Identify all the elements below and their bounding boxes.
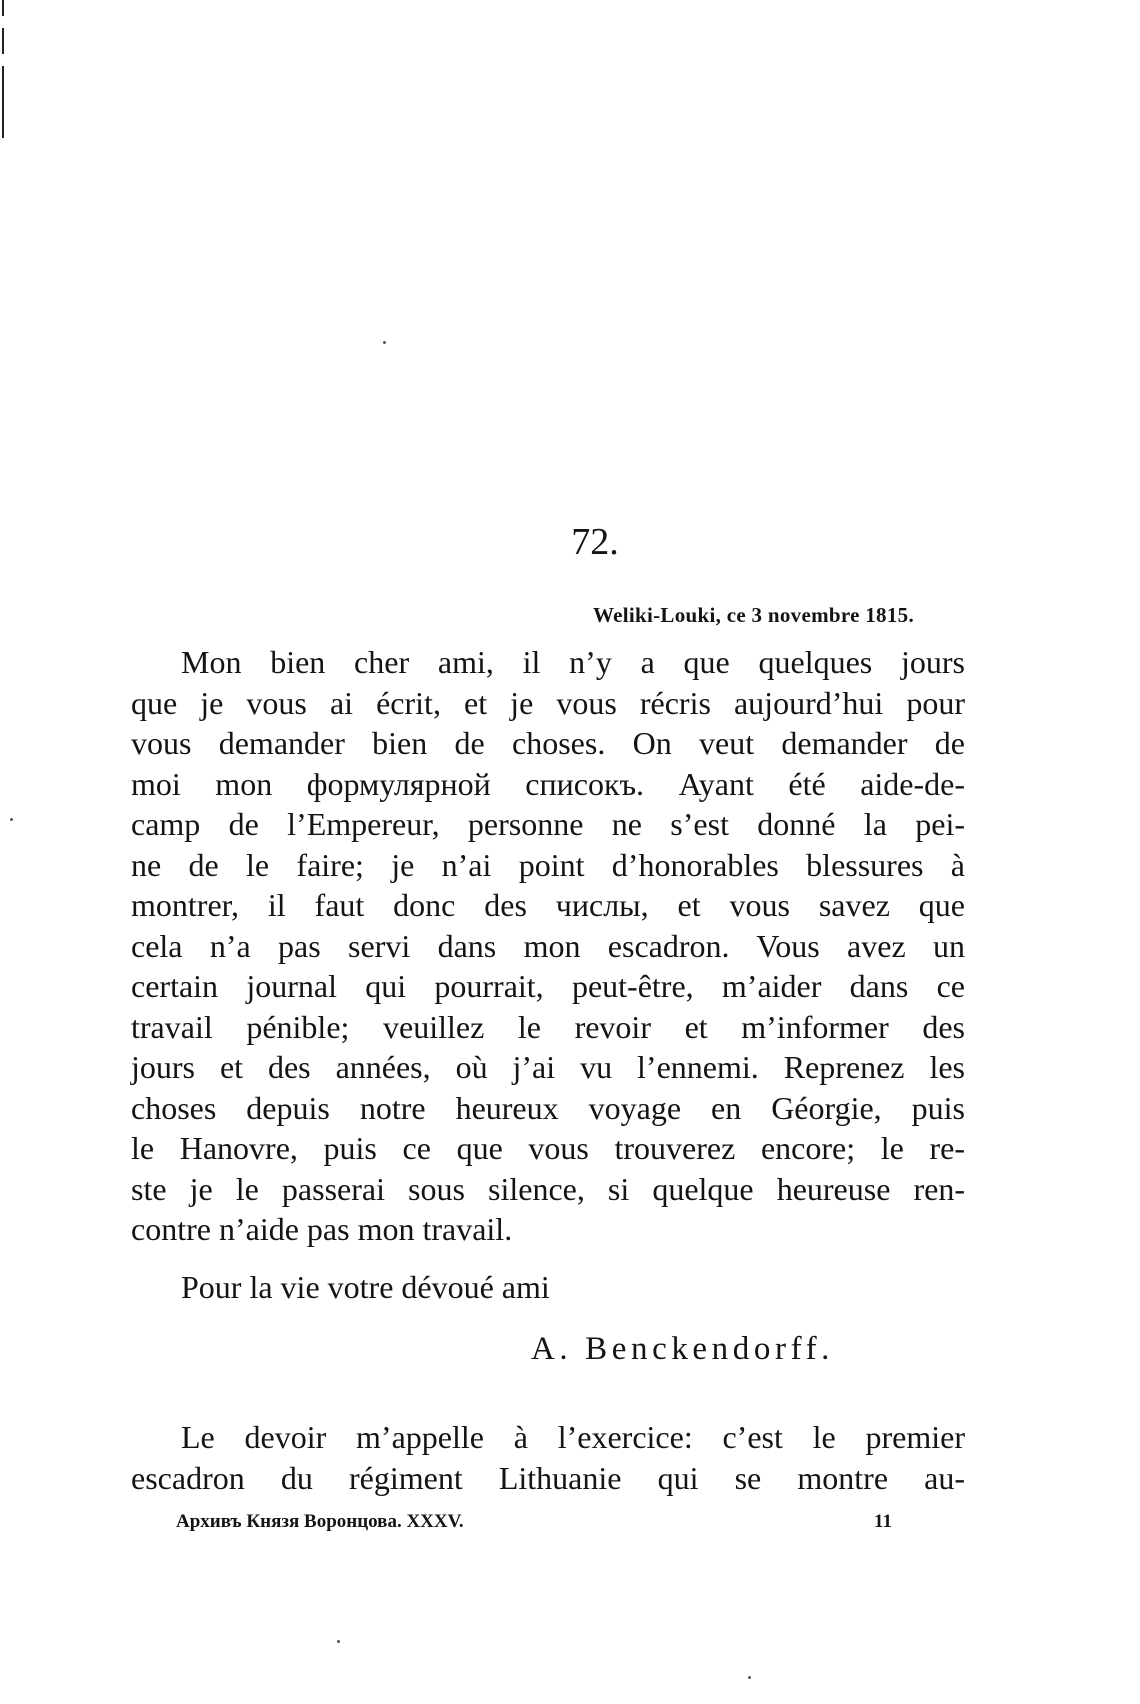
binding-edge-mark [2,0,4,16]
postscript [131,1417,965,1499]
body-line: le Hanovre, puis ce que vous trouverez encore; le re- [131,1130,965,1166]
binding-edge-mark [2,66,4,138]
scan-speck [10,818,13,821]
body-line: certain journal qui pourrait, peut-être, m’aider dans ce [131,968,965,1004]
footer-sheet-number: 11 [874,1511,892,1532]
binding-edge-mark [2,28,4,54]
body-line: que je vous ai écrit, et je vous récris aujourd’hui pour [131,684,965,721]
body-line: contre n’aide pas mon travail. [131,1211,513,1247]
body-line: vous demander bien de choses. On veut demander de [131,725,965,761]
body-line: montrer, il faut donc des числы, et vous savez que [131,887,965,923]
page-footer [176,1510,892,1534]
body-line: moi mon формулярной списокъ. Ayant été aide-de- [131,765,965,802]
body-line: jours et des années, où j’ai vu l’ennemi. Reprenez les [131,1049,965,1085]
scan-speck [337,1640,340,1643]
body-line: ne de le faire; je n’ai point d’honorables blessures à [131,846,965,883]
body-line: cela n’a pas servi dans mon escadron. Vous avez un [131,927,965,964]
scan-speck [748,1676,751,1679]
footer-source: Архивъ Князя Воронцова. XXXV. [176,1511,464,1532]
body-line: Mon bien cher ami, il n’y a que quelques jours [181,644,965,680]
letter-number: 72. [571,521,619,563]
body-line: choses depuis notre heureux voyage en Géorgie, puis [131,1089,965,1126]
postscript-line: Le devoir m’appelle à l’exercice: c’est le premier [181,1419,965,1455]
scan-speck [383,341,386,344]
body-line: ste je le passerai sous silence, si quelque heureuse ren- [131,1170,965,1207]
letter-signature: A. Benckendorff. [531,1331,835,1367]
postscript-line: escadron du régiment Lithuanie qui se montre au- [131,1460,965,1496]
letter-closing: Pour la vie votre dévoué ami [181,1269,550,1305]
body-line: camp de l’Empereur, personne ne s’est donné la pei- [131,806,965,842]
letter-body [131,642,965,1250]
letter-dateline: Weliki-Louki, ce 3 novembre 1815. [592,603,914,627]
body-line: travail pénible; veuillez le revoir et m’informer des [131,1008,965,1045]
